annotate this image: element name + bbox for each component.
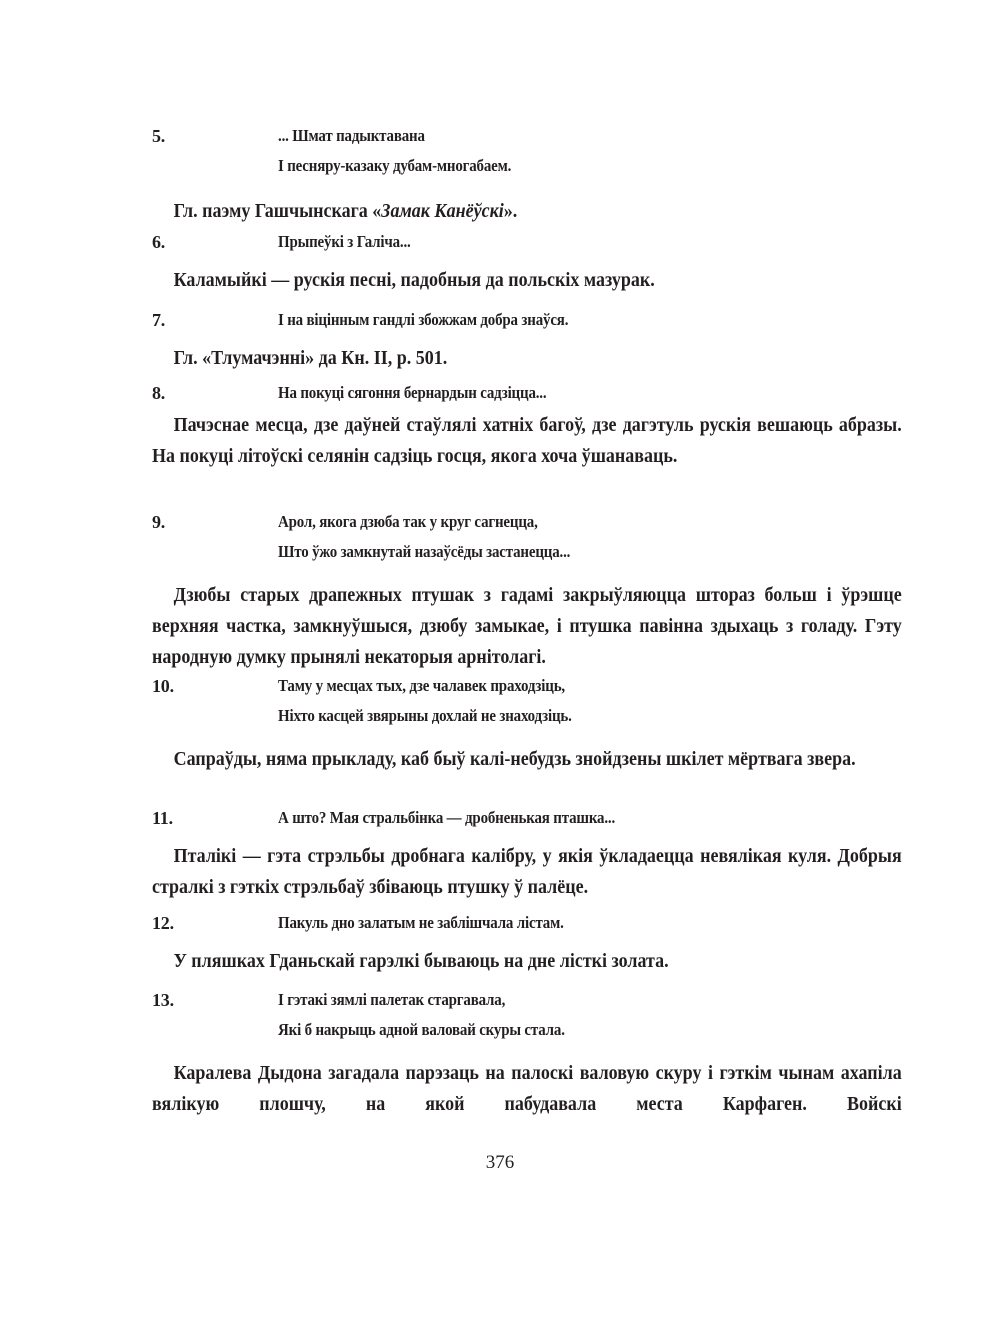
verse-text: На покуці сягоння бернардын садзіцца... [278,383,547,402]
verse-text: Арол, якога дзюба так у круг сагнецца, [278,512,538,531]
verse-text: Які б накрыць адной валовай скуры стала. [278,1020,565,1039]
note-number: 10. [152,676,174,696]
verse-line [152,542,902,572]
verse-line [152,913,902,943]
note-7 [152,310,902,374]
verse-text: Прыпеўкі з Галіча... [278,232,411,251]
verse-text: Ніхто касцей звярыны дохлай не знаходзіць. [278,706,572,725]
note-comment: Пачэснае месца, дзе даўней стаўлялі хатніх багоў, дзе дагэтуль рускія вешаюць абразы. На покуці літоўскі селянін садзіць госця, якога хоча ўшанаваць. [152,414,902,467]
note-10 [152,676,902,775]
verse-line [152,676,902,706]
note-number: 13. [152,990,174,1010]
note-comment: Каралева Дыдона загадала парэзаць на палоскі валовую скуру і гэткім чынам ахапіла вялікую плошчу, на якой пабудавала места Карфаген. Войскі [152,1062,902,1115]
verse-line [152,156,902,186]
verse-line [152,1020,902,1050]
verse-text: Што ўжо замкнутай назаўсёды застанецца... [278,542,571,561]
note-13 [152,990,902,1120]
verse-text: А што? Мая стральбінка — дробненькая пташка... [278,808,616,827]
verse-line [152,808,902,838]
book-title: Замак Канёўскі [381,200,504,222]
note-number: 12. [152,913,174,933]
verse-text: І на віцінным гандлі збожжам добра знаўся. [278,310,569,329]
verse-text: Пакуль дно залатым не заблішчала лістам. [278,913,564,932]
verse-text: І песняру-казаку дубам-многабаем. [278,156,512,175]
verse-text: І гэтакі зямлі палетак старгавала, [278,990,506,1009]
note-5 [152,126,902,227]
page-number: 376 [485,1152,515,1173]
note-11 [152,808,902,903]
note-comment: Пталікі — гэта стрэльбы дробнага калібру, у якія ўкладаецца невялікая куля. Добрыя стралкі з гэткіх стрэльбаў збіваюць птушку ў палёце. [152,845,902,898]
note-number: 5. [152,126,166,146]
note-number: 8. [152,383,166,403]
note-8 [152,383,902,472]
note-9 [152,512,902,673]
note-number: 6. [152,232,166,252]
verse-line [152,126,902,156]
note-comment: У пляшках Гданьскай гарэлкі бываюць на дне лісткі золата. [173,950,669,972]
note-12 [152,913,902,977]
note-comment: Сапраўды, няма прыкладу, каб быў калі-небудзь знойдзены шкілет мёртвага звера. [173,748,856,770]
note-comment: Дзюбы старых драпежных птушак з гадамі закрыўляюцца штораз больш і ўрэшце верхняя частка, замкнуўшыся, дзюбу замыкае, і птушка павінна здыхаць з голаду. Гэту народную думку прынялі некаторыя арнітолагі. [152,584,902,668]
verse-text: ... Шмат падыктавана [278,126,425,145]
note-number: 11. [152,808,173,828]
note-number: 9. [152,512,166,532]
verse-line [152,990,902,1020]
note-comment: Гл. «Тлумачэнні» да Кн. II, р. 501. [173,347,448,369]
verse-line [152,232,902,262]
verse-line [152,310,902,340]
verse-line [152,512,902,542]
note-number: 7. [152,310,166,330]
note-comment: Гл. паэму Гашчынскага «Замак Канёўскі». [173,200,518,222]
note-6 [152,232,902,296]
verse-line [152,383,902,413]
note-comment: Каламыйкі — рускія песні, падобныя да польскіх мазурак. [173,269,655,291]
verse-text: Таму у месцах тых, дзе чалавек праходзіць, [278,676,566,695]
verse-line [152,706,902,736]
